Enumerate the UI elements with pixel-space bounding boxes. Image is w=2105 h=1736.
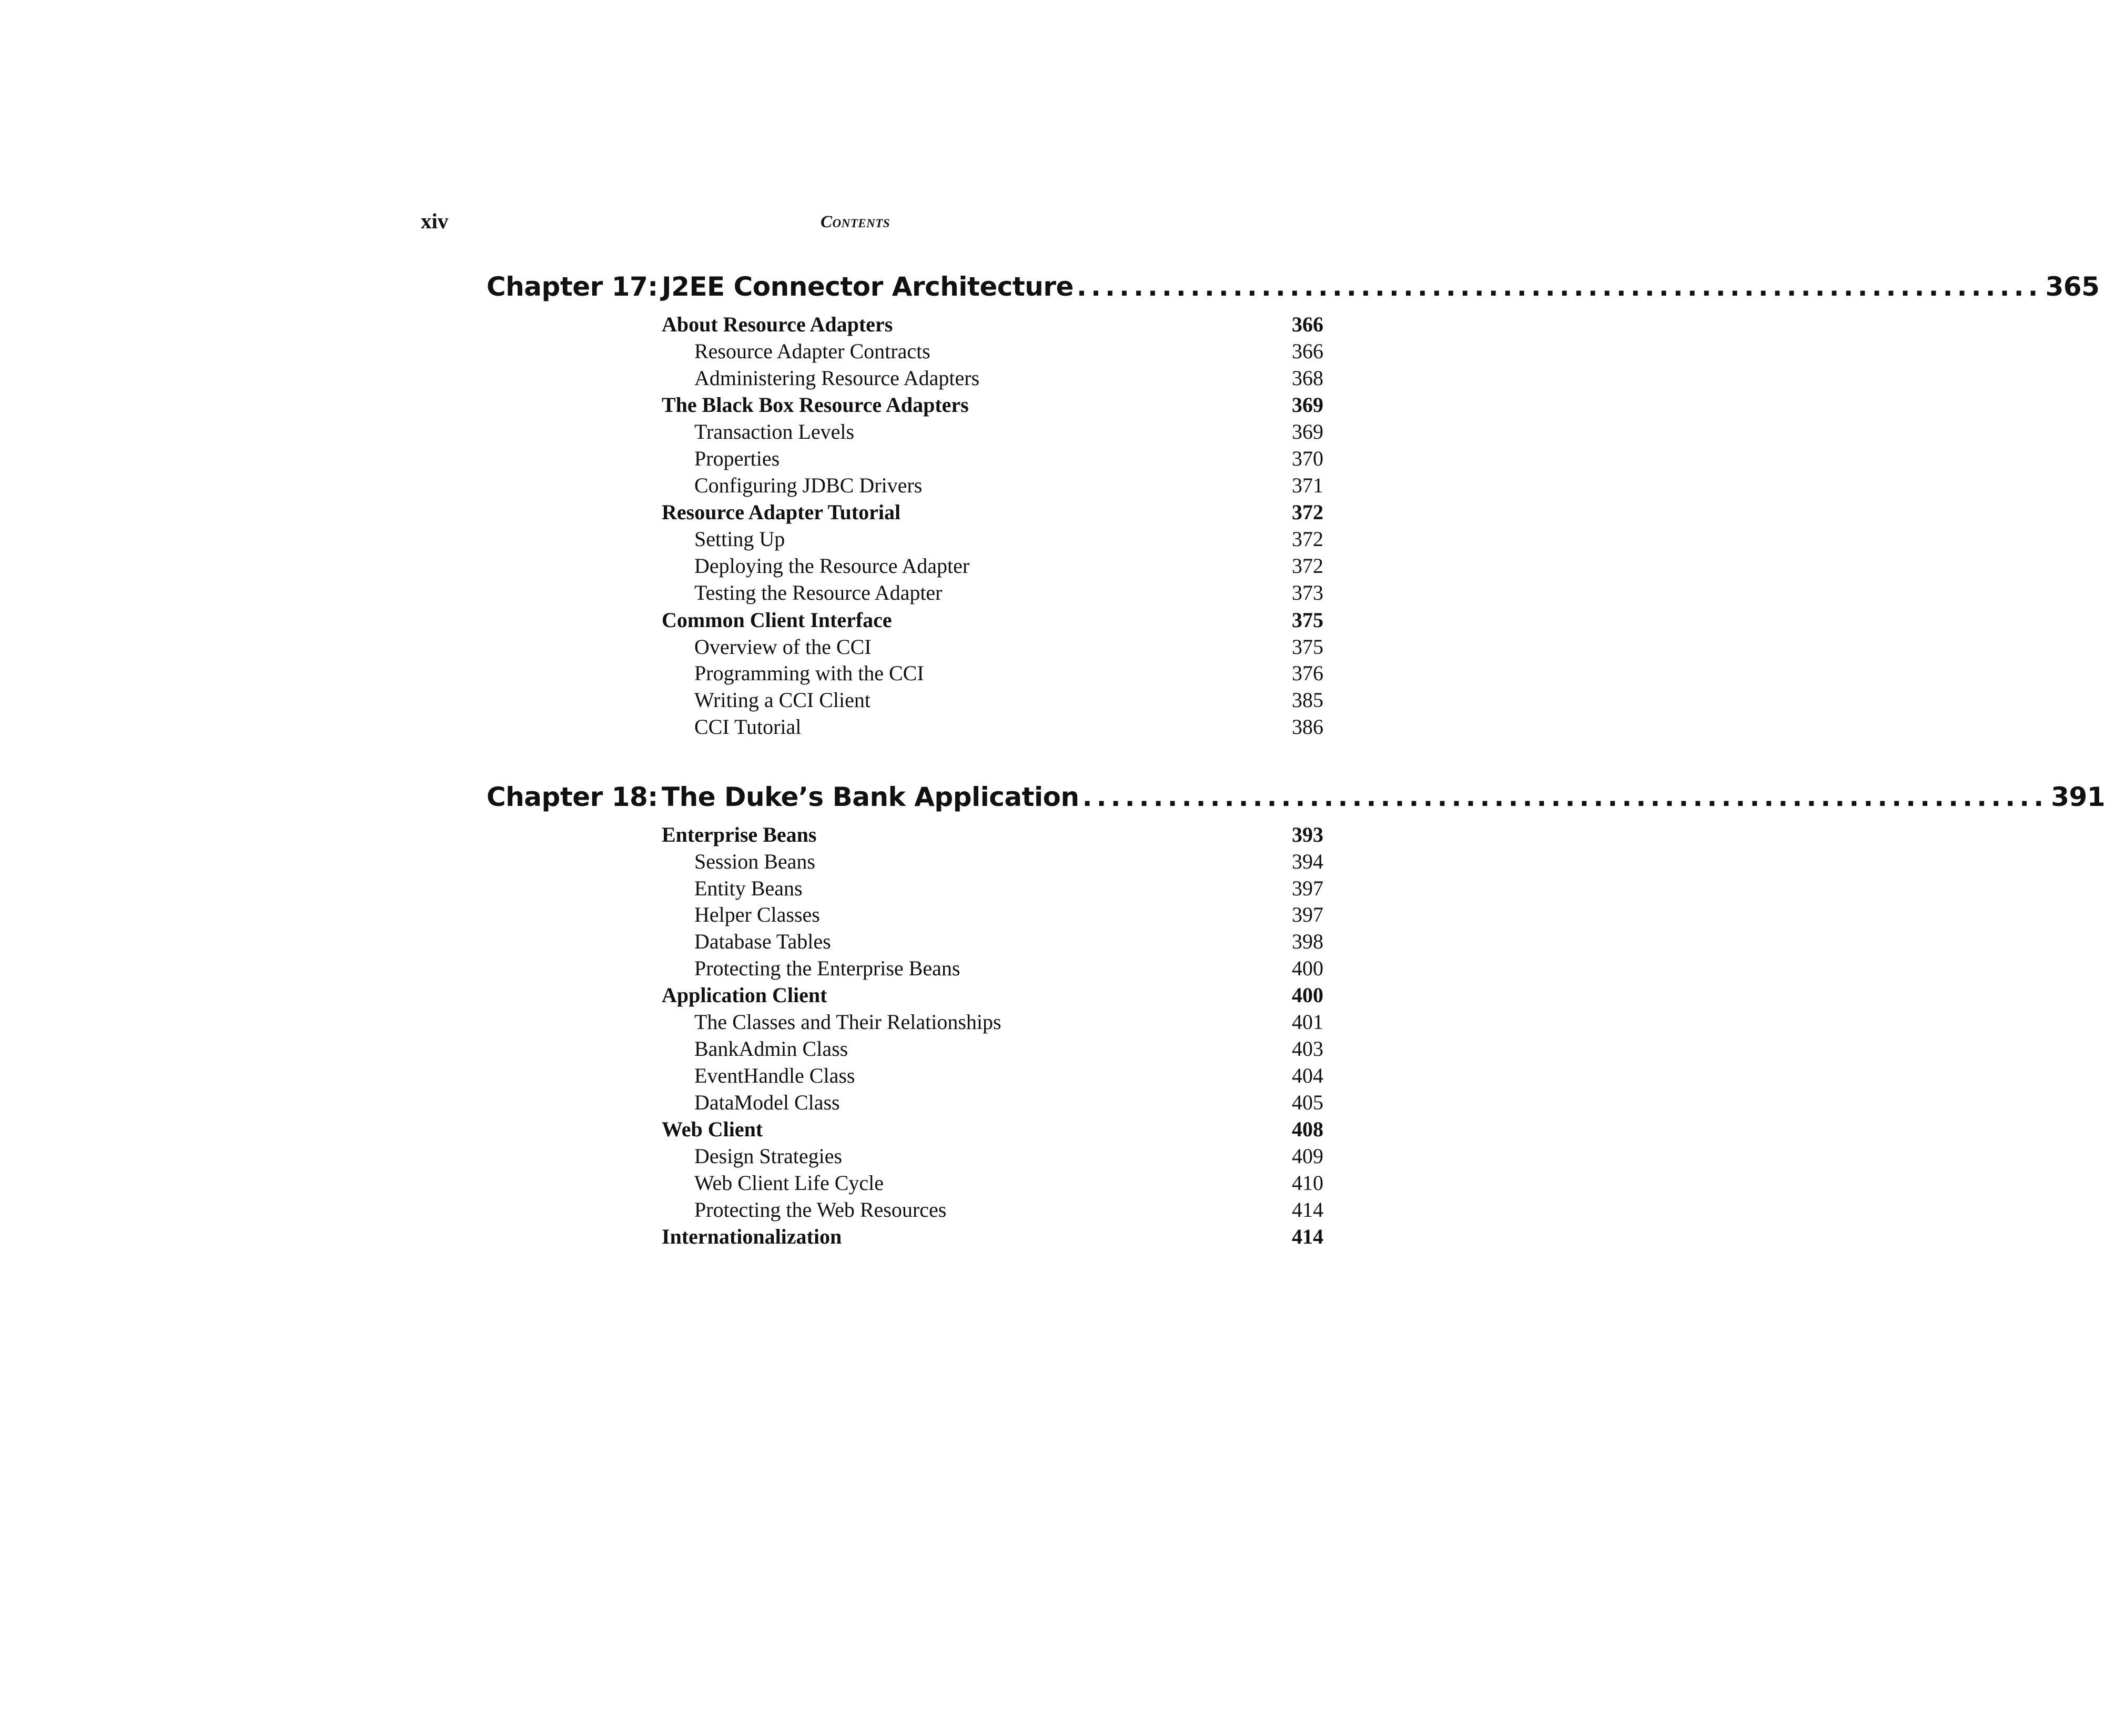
running-head [0,205,1736,237]
toc-subsection-entry[interactable] [0,1063,1736,1089]
entry-page-number: 373 [1292,580,1323,604]
toc-section-entry[interactable] [0,821,1736,849]
entry-title: Helper Classes [694,903,820,927]
toc-section-entry[interactable] [0,607,1736,634]
chapter-17-block [0,266,2100,740]
entry-page-number: 370 [1292,447,1323,471]
chapter-label: Chapter 18: [487,782,658,812]
entry-page-number: 366 [1292,312,1323,336]
chapter-heading [0,776,2105,818]
entry-page-number: 405 [1292,1090,1323,1114]
entry-title: Programming with the CCI [694,661,924,685]
entry-title: Web Client Life Cycle [694,1170,884,1195]
chapter-page-number: 365 [2045,271,2100,302]
toc-subsection-entry[interactable] [0,875,1736,902]
toc-section-entry[interactable] [0,391,1736,419]
entry-page-number: 371 [1292,473,1323,497]
toc-subsection-entry[interactable] [0,472,1736,499]
entry-page-number: 375 [1292,634,1323,659]
entry-title: The Black Box Resource Adapters [662,393,969,417]
entry-title: Setting Up [694,527,785,551]
toc-subsection-entry[interactable] [0,714,1736,741]
toc-section-entry[interactable] [0,1223,1736,1250]
entry-page-number: 397 [1292,876,1323,900]
entry-page-number: 408 [1292,1117,1323,1142]
entry-page-number: 397 [1292,903,1323,927]
entry-page-number: 400 [1292,983,1323,1007]
toc-subsection-entry[interactable] [0,1143,1736,1170]
entry-page-number: 398 [1292,930,1323,954]
entry-page-number: 400 [1292,956,1323,980]
entry-page-number: 386 [1292,714,1323,739]
chapter-title-line[interactable] [662,776,2105,818]
toc-subsection-entry[interactable] [0,526,1736,553]
toc-subsection-entry[interactable] [0,849,1736,875]
entry-title: Application Client [662,983,827,1007]
toc-subsection-entry[interactable] [0,660,1736,687]
entry-title: The Classes and Their Relationships [694,1010,1001,1034]
toc-section-entry[interactable] [0,499,1736,526]
dot-leader: .................................................................... [1076,271,2042,302]
entry-title: Session Beans [694,850,815,873]
toc-subsection-entry[interactable] [0,1170,1736,1197]
entry-title: Resource Adapter Contracts [694,339,930,363]
entry-title: Testing the Resource Adapter [694,580,943,604]
page-folio: xiv [421,209,449,233]
entry-title: EventHandle Class [694,1063,855,1087]
entry-page-number: 369 [1292,420,1323,444]
entry-title: About Resource Adapters [662,312,893,336]
chapter-label: Chapter 17: [487,271,658,302]
toc-subsection-entry[interactable] [0,634,1736,661]
running-title: Contents [821,213,890,231]
chapter-title: The Duke’s Bank Application [662,782,1079,812]
entry-page-number: 372 [1292,527,1323,551]
toc-subsection-entry[interactable] [0,419,1736,446]
toc-entries [0,311,1736,740]
entry-page-number: 409 [1292,1144,1323,1168]
entry-title: Enterprise Beans [662,823,817,846]
entry-page-number: 401 [1292,1010,1323,1034]
toc-subsection-entry[interactable] [0,365,1736,392]
toc-subsection-entry[interactable] [0,1197,1736,1224]
chapter-heading [0,266,2100,308]
entry-title: Design Strategies [694,1144,843,1168]
toc-subsection-entry[interactable] [0,446,1736,472]
entry-page-number: 394 [1292,850,1323,873]
toc-subsection-entry[interactable] [0,928,1736,955]
entry-title: Database Tables [694,930,831,954]
entry-title: Protecting the Web Resources [694,1197,947,1222]
entry-title: Common Client Interface [662,608,892,632]
entry-page-number: 385 [1292,688,1323,712]
entry-title: Administering Resource Adapters [694,366,980,390]
entry-page-number: 410 [1292,1170,1323,1195]
entry-title: Internationalization [662,1225,842,1249]
chapter-title: J2EE Connector Architecture [662,271,1074,302]
entry-title: Configuring JDBC Drivers [694,473,923,497]
entry-title: Properties [694,447,780,471]
toc-entries [0,821,1736,1250]
entry-title: Protecting the Enterprise Beans [694,956,960,980]
toc-subsection-entry[interactable] [0,687,1736,714]
toc-section-entry[interactable] [0,311,1736,338]
toc-subsection-entry[interactable] [0,1009,1736,1036]
dot-leader: .................................................................... [1082,782,2048,812]
toc-subsection-entry[interactable] [0,1089,1736,1116]
toc-subsection-entry[interactable] [0,553,1736,580]
entry-title: Resource Adapter Tutorial [662,500,901,524]
entry-page-number: 414 [1292,1197,1323,1222]
entry-page-number: 369 [1292,393,1323,417]
entry-title: DataModel Class [694,1090,840,1114]
toc-subsection-entry[interactable] [0,1036,1736,1063]
entry-title: Transaction Levels [694,420,855,444]
toc-subsection-entry[interactable] [0,902,1736,928]
entry-page-number: 414 [1292,1225,1323,1249]
entry-title: CCI Tutorial [694,714,802,739]
entry-title: BankAdmin Class [694,1037,848,1061]
entry-title: Web Client [662,1117,763,1142]
entry-title: Writing a CCI Client [694,688,871,712]
entry-page-number: 393 [1292,823,1323,846]
entry-page-number: 376 [1292,661,1323,685]
entry-page-number: 366 [1292,339,1323,363]
entry-title: Entity Beans [694,876,803,900]
entry-page-number: 368 [1292,366,1323,390]
chapter-page-number: 391 [2051,782,2105,812]
toc-subsection-entry[interactable] [0,338,1736,365]
chapter-title-line[interactable] [662,266,2100,308]
toc-section-entry[interactable] [0,1116,1736,1143]
entry-title: Overview of the CCI [694,634,872,659]
entry-page-number: 372 [1292,500,1323,524]
chapter-18-block [0,776,2105,1250]
toc-subsection-entry[interactable] [0,955,1736,982]
entry-page-number: 403 [1292,1037,1323,1061]
toc-subsection-entry[interactable] [0,580,1736,607]
entry-page-number: 375 [1292,608,1323,632]
entry-page-number: 372 [1292,554,1323,578]
entry-page-number: 404 [1292,1063,1323,1087]
toc-section-entry[interactable] [0,982,1736,1009]
entry-title: Deploying the Resource Adapter [694,554,970,578]
